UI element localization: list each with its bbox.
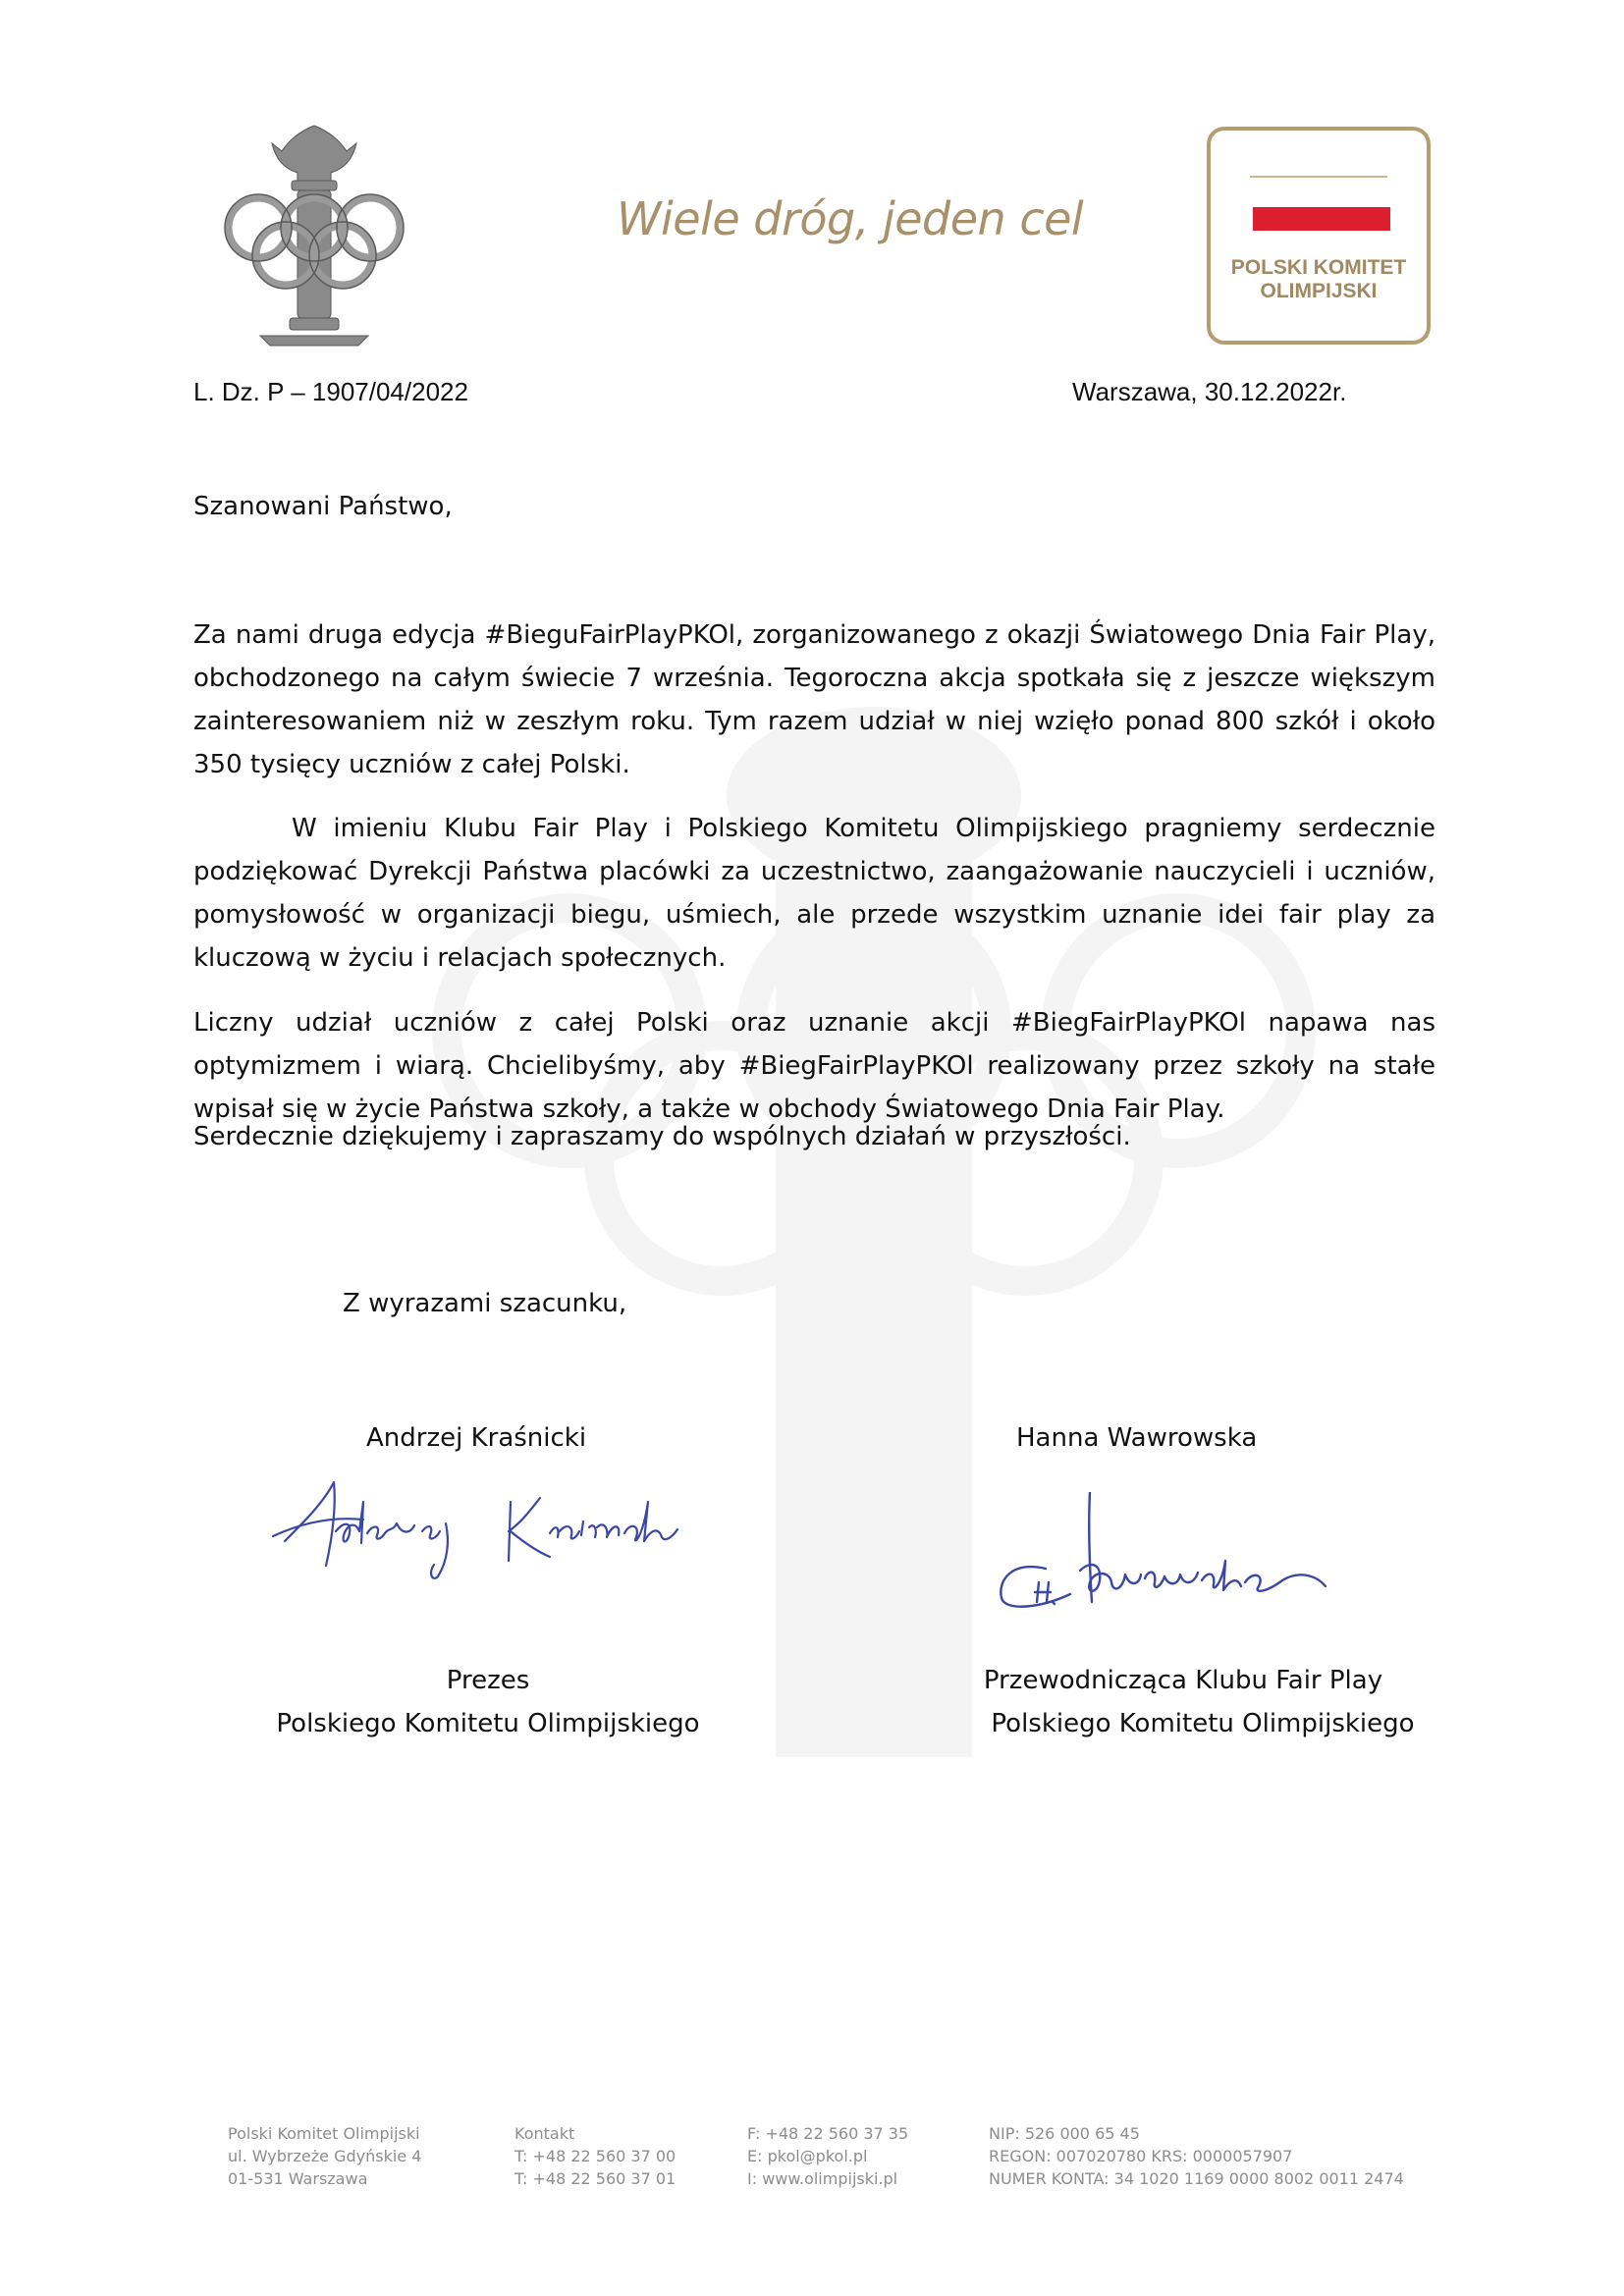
logo-text-line2: OLIMPIJSKI <box>1260 280 1378 302</box>
footer-phone-2: T: +48 22 560 37 01 <box>514 2169 677 2188</box>
logo-top-line <box>1250 176 1387 178</box>
footer-address <box>228 2122 421 2190</box>
footer-org-name: Polski Komitet Olimpijski <box>228 2124 420 2143</box>
olympic-emblem-logo <box>221 118 407 353</box>
pkol-logo <box>1207 127 1431 345</box>
paragraph-3: Liczny udział uczniów z całej Polski oraz uznanie akcji #BiegFairPlayPKOl napawa nas optymizmem i wiarą. Chcielibyśmy, aby #BiegFairPlayPKOl realizowany przez szkoły na stałe wpisał się w życie Państwa szkoły, a także w obchody Światowego Dnia Fair Play. <box>193 1008 1435 1124</box>
polish-flag-icon <box>1253 207 1390 231</box>
place-date: Warszawa, 30.12.2022r. <box>1072 377 1347 406</box>
paragraph-2: W imieniu Klubu Fair Play i Polskiego Komitetu Olimpijskiego pragniemy serdecznie podziękować Dyrekcji Państwa placówki za uczestnictwo, zaangażowanie nauczycieli i uczniów, pomysłowość w organizacji biegu, uśmiech, ale przede wszystkim uznanie idei fair play za kluczową w życiu i relacjach społecznych. <box>193 814 1435 973</box>
footer-contact-label: Kontakt <box>514 2124 575 2143</box>
signatory-2-role: Przewodnicząca Klubu Fair Play <box>983 1666 1383 1695</box>
closing: Z wyrazami szacunku, <box>343 1289 627 1318</box>
signatory-2-name: Hanna Wawrowska <box>1016 1423 1258 1453</box>
footer-registry <box>989 2122 1404 2190</box>
logo-text-line1: POLSKI KOMITET <box>1230 256 1407 279</box>
signature-andrzej-krasnicki <box>265 1463 697 1590</box>
signatory-1-role: Prezes <box>446 1666 530 1695</box>
signatory-2-organization: Polskiego Komitetu Olimpijskiego <box>991 1709 1415 1738</box>
footer-fax: F: +48 22 560 37 35 <box>747 2124 909 2143</box>
footer-city: 01-531 Warszawa <box>228 2169 368 2188</box>
signature-hanna-wawrowska <box>992 1492 1345 1620</box>
slogan: Wiele dróg, jeden cel <box>617 192 1084 245</box>
greeting: Szanowani Państwo, <box>193 492 453 521</box>
footer-email: E: pkol@pkol.pl <box>747 2147 868 2165</box>
paragraph-1: Za nami druga edycja #BieguFairPlayPKOl, zorganizowanego z okazji Światowego Dnia Fair Play, obchodzonego na całym świecie 7 września. Tegoroczna akcja spotkała się z jeszcze większym zainteresowaniem niż w zeszłym roku. Tym razem udział w niej wzięło ponad 800 szkół i około 350 tysięcy uczniów z całej Polski. <box>193 620 1435 779</box>
paragraph-4: Serdecznie dziękujemy i zapraszamy do wspólnych działań w przyszłości. <box>193 1122 1131 1151</box>
footer-fax-email-web <box>747 2122 908 2190</box>
footer-street: ul. Wybrzeże Gdyńskie 4 <box>228 2147 422 2165</box>
signatory-1-organization: Polskiego Komitetu Olimpijskiego <box>276 1709 700 1738</box>
footer-nip: NIP: 526 000 65 45 <box>989 2124 1140 2143</box>
footer-contact <box>514 2122 676 2190</box>
footer-phone-1: T: +48 22 560 37 00 <box>514 2147 677 2165</box>
letter-reference: L. Dz. P – 1907/04/2022 <box>193 377 468 406</box>
footer-bank-account: NUMER KONTA: 34 1020 1169 0000 8002 0011 2474 <box>989 2169 1404 2188</box>
footer-regon-krs: REGON: 007020780 KRS: 0000057907 <box>989 2147 1293 2165</box>
signatory-1-name: Andrzej Kraśnicki <box>366 1423 587 1453</box>
footer-website: I: www.olimpijski.pl <box>747 2169 898 2188</box>
